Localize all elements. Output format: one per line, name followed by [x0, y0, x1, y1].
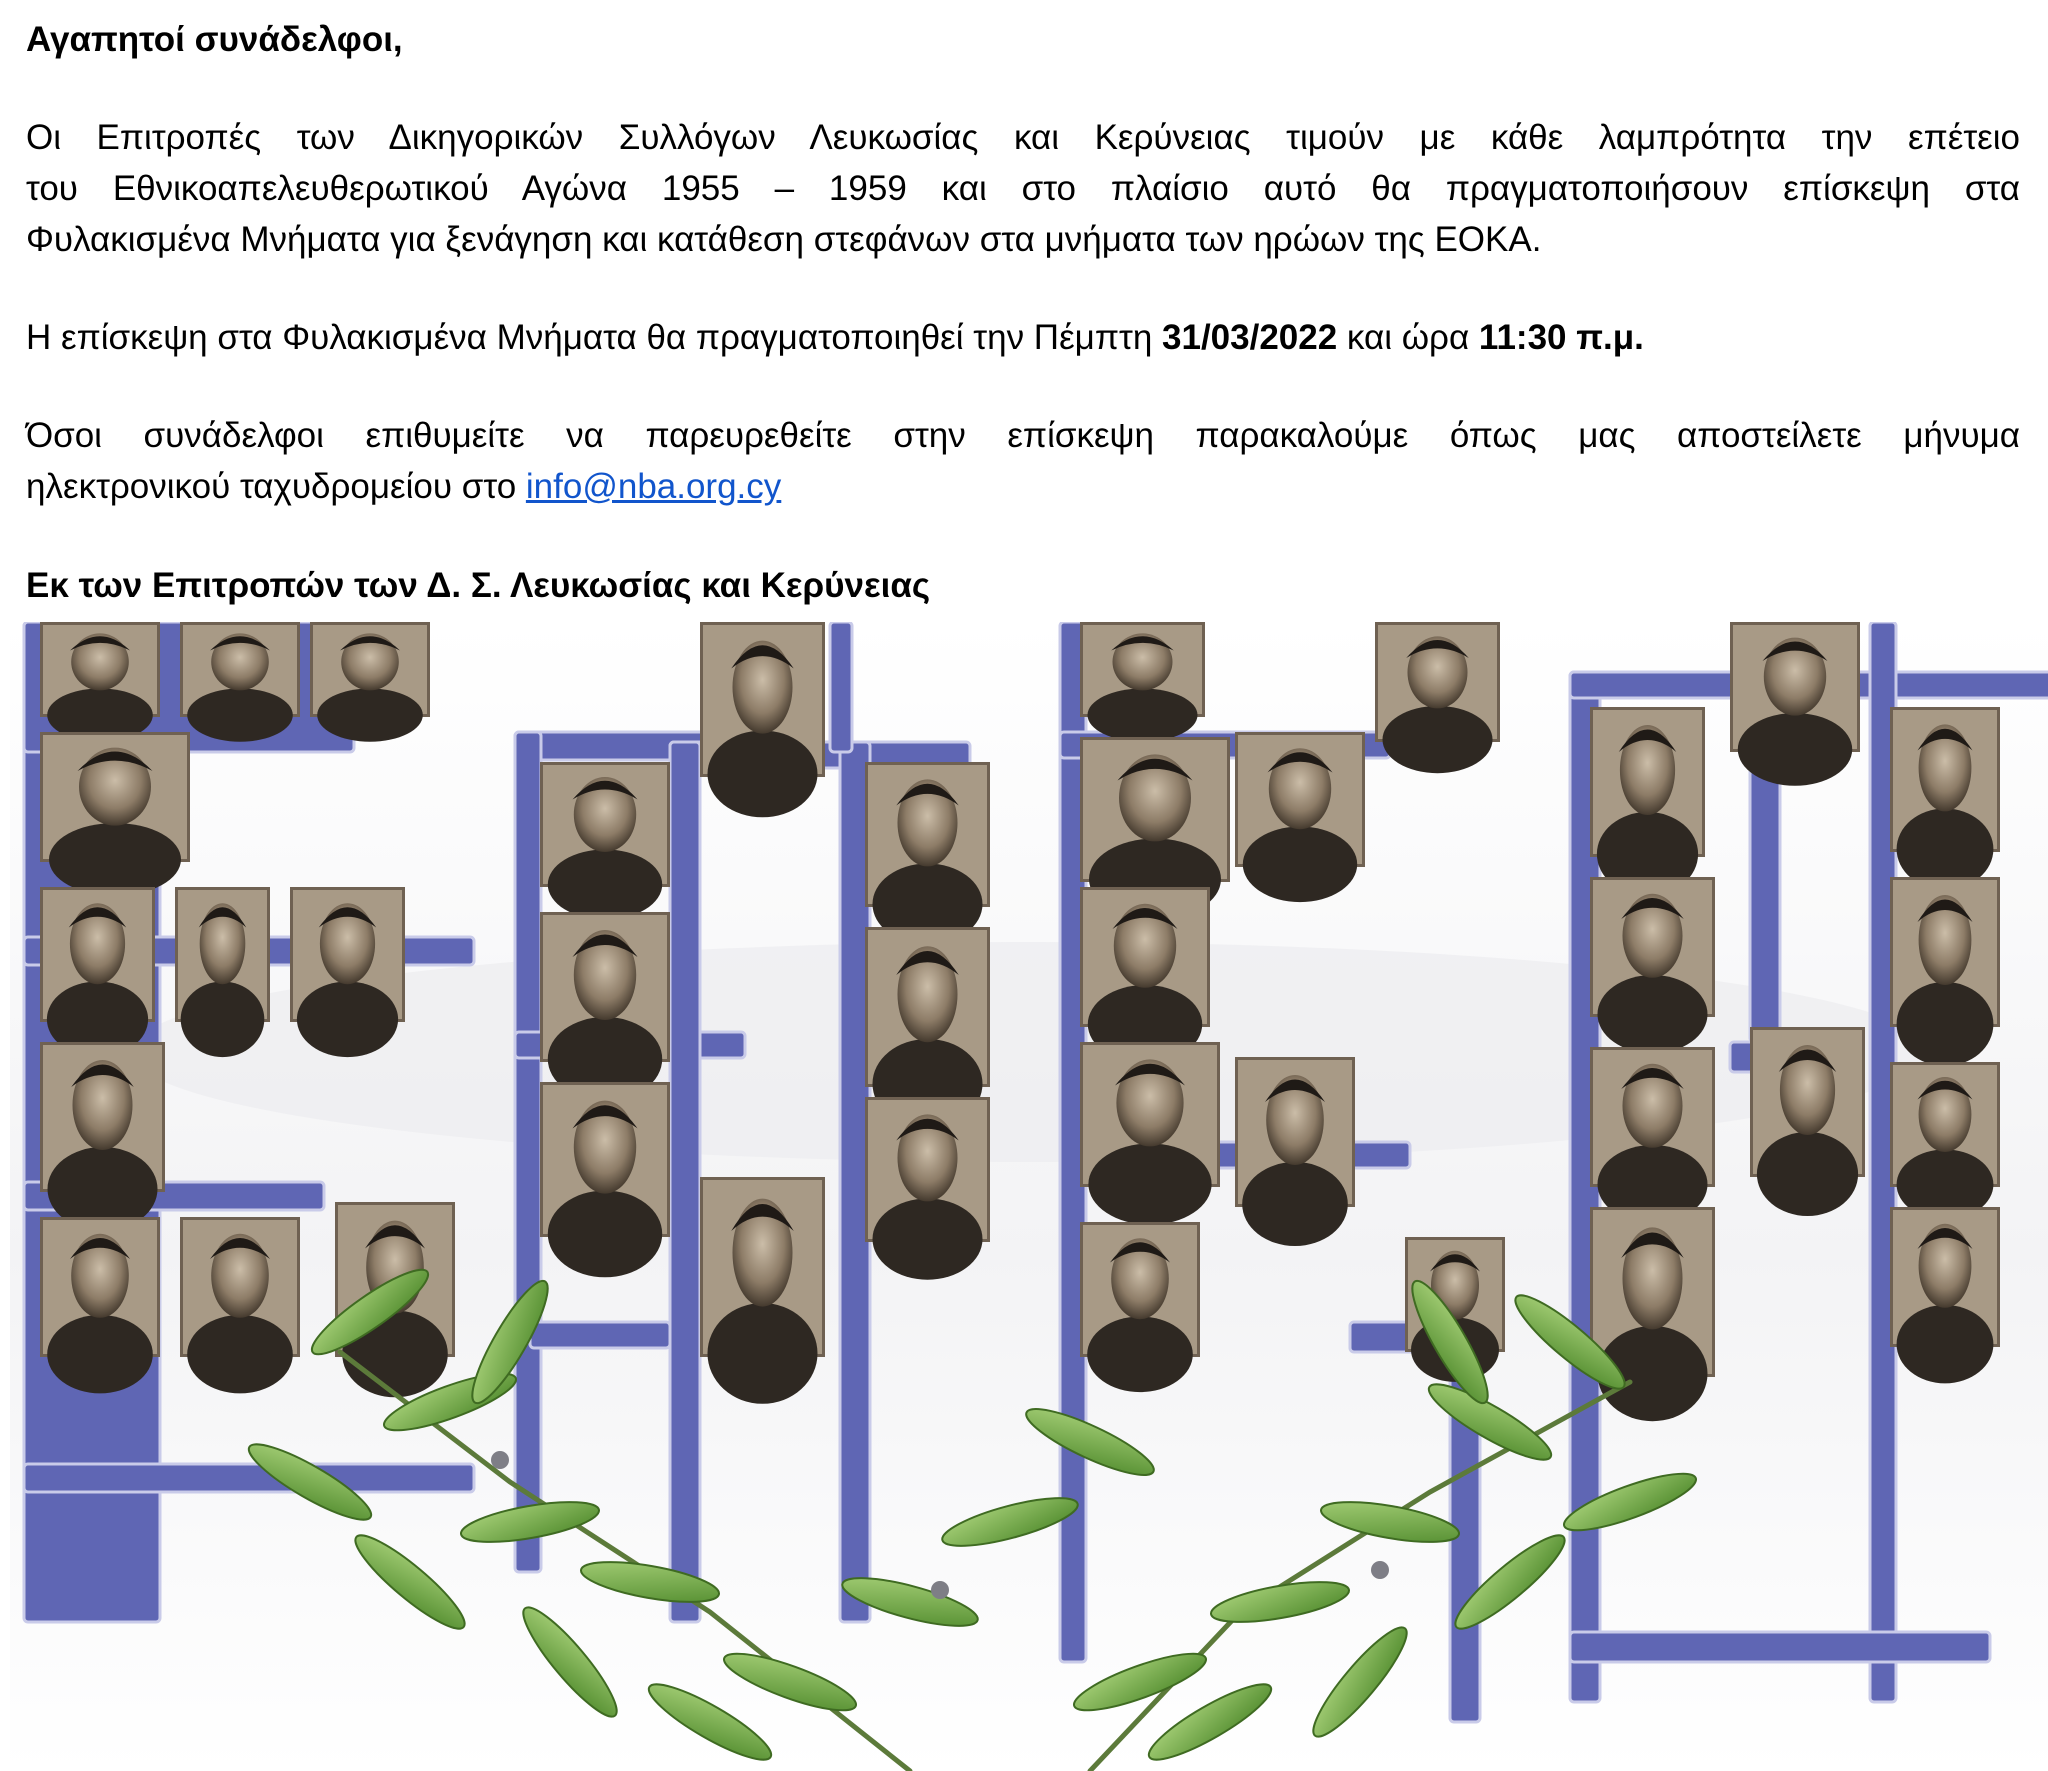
portrait-shoulders	[1088, 1144, 1211, 1225]
visit-time: 11:30 π.μ.	[1478, 318, 1644, 357]
greeting: Αγαπητοί συνάδελφοι,	[26, 20, 403, 59]
portrait-photo	[1890, 707, 2000, 890]
frame-bar	[1570, 1632, 1990, 1662]
portrait-shoulders	[181, 982, 265, 1058]
portrait-shoulders	[1087, 1317, 1193, 1393]
portrait-photo	[310, 622, 430, 742]
portrait-photo	[540, 1082, 670, 1277]
portrait-shoulders	[1897, 982, 1994, 1066]
portrait-shoulders	[708, 731, 818, 818]
announcement-line-3: Φυλακισμένα Μνήματα για ξενάγηση και κατάθεση στεφάνων στα μνήματα των ηρώων της ΕΟΚΑ.	[26, 220, 1542, 259]
portrait-shoulders	[873, 1199, 983, 1280]
portrait-photo	[40, 1217, 160, 1393]
portrait-photo	[40, 1042, 165, 1231]
portrait-photo	[700, 622, 825, 817]
portrait-photo	[1590, 877, 1715, 1053]
portrait-photo	[1080, 1222, 1200, 1392]
frame-bar	[24, 1464, 474, 1492]
announcement-line-1: Οι Επιτροπές των Δικηγορικών Συλλόγων Λευκωσίας και Κερύνειας τιμούν με κάθε λαμπρότητα την επέτειο	[26, 118, 2020, 157]
portrait-shoulders	[548, 850, 662, 920]
portrait-shoulders	[1757, 1132, 1858, 1216]
olive-fruit	[1371, 1561, 1389, 1579]
olive-fruit	[491, 1451, 509, 1469]
portrait-photo	[1890, 1207, 2000, 1383]
portrait-photo	[700, 1177, 825, 1404]
portrait-shoulders	[548, 1191, 662, 1278]
portrait-photo	[40, 622, 160, 742]
portrait-photo	[540, 912, 670, 1101]
portrait-shoulders	[1088, 689, 1198, 742]
frame-bar	[830, 622, 852, 752]
portrait-photo	[865, 762, 990, 945]
portrait-shoulders	[187, 1315, 293, 1393]
portrait-shoulders	[1738, 713, 1852, 786]
frame-bar	[530, 1322, 670, 1348]
portrait-shoulders	[1383, 706, 1493, 773]
visit-time-text: και ώρα	[1337, 318, 1479, 357]
portrait-photo	[180, 1217, 300, 1393]
signoff: Εκ των Επιτροπών των Δ. Σ. Λευκωσίας και Κερύνειας	[26, 566, 931, 605]
frame-bar	[515, 732, 541, 1572]
portrait-shoulders	[1897, 1305, 1994, 1383]
portrait-shoulders	[708, 1303, 818, 1404]
portrait-photo	[1235, 1057, 1355, 1246]
portrait-shoulders	[49, 823, 181, 896]
email-link[interactable]: info@nba.org.cy	[525, 467, 782, 506]
portrait-photo	[290, 887, 405, 1057]
portrait-photo	[1590, 1207, 1715, 1421]
portrait-photo	[1890, 1062, 2000, 1220]
portrait-shoulders	[297, 982, 398, 1058]
portrait-photo	[1080, 1042, 1220, 1225]
visit-details-paragraph	[26, 312, 2020, 363]
portrait-shoulders	[1243, 827, 1357, 903]
portrait-photo	[40, 887, 155, 1057]
portrait-photo	[180, 622, 300, 742]
rsvp-line-2-text: ηλεκτρονικού ταχυδρομείου στο	[26, 467, 526, 506]
portrait-photo	[1750, 1027, 1865, 1216]
portrait-shoulders	[187, 689, 293, 742]
portrait-photo	[1590, 1047, 1715, 1223]
announcement-paragraph	[26, 112, 2020, 265]
portrait-shoulders	[1598, 975, 1708, 1053]
rsvp-line-2	[26, 461, 2020, 512]
olive-fruit	[931, 1581, 949, 1599]
poster-artwork	[10, 622, 2048, 1771]
portrait-photo	[40, 732, 190, 896]
eoka-memorial-poster	[10, 622, 2048, 1771]
portrait-photo	[865, 1097, 990, 1280]
frame-bar	[1750, 752, 1780, 1042]
portrait-photo	[175, 887, 270, 1057]
portrait-photo	[540, 762, 670, 920]
portrait-photo	[1235, 732, 1365, 902]
portrait-photo	[1080, 887, 1210, 1063]
portrait-photo	[1080, 622, 1205, 742]
portrait-photo	[1375, 622, 1500, 773]
rsvp-line-1: Όσοι συνάδελφοι επιθυμείτε να παρευρεθείτε στην επίσκεψη παρακαλούμε όπως μας αποστείλετε μήνυμα	[26, 416, 2020, 455]
portrait-shoulders	[47, 1315, 153, 1393]
portrait-photo	[1890, 877, 2000, 1066]
portrait-shoulders	[1242, 1162, 1348, 1246]
portrait-photo	[1590, 707, 1705, 896]
portrait-shoulders	[317, 689, 423, 742]
visit-text: Η επίσκεψη στα Φυλακισμένα Μνήματα θα πραγματοποιηθεί την Πέμπτη	[26, 318, 1163, 357]
frame-bar	[670, 742, 700, 1622]
announcement-line-2: του Εθνικοαπελευθερωτικού Αγώνα 1955 – 1959 και στο πλαίσιο αυτό θα πραγματοποιήσουν επίσκεψη στα	[26, 169, 2020, 208]
portrait-photo	[1730, 622, 1860, 786]
rsvp-paragraph	[26, 410, 2020, 512]
visit-date: 31/03/2022	[1162, 318, 1338, 357]
